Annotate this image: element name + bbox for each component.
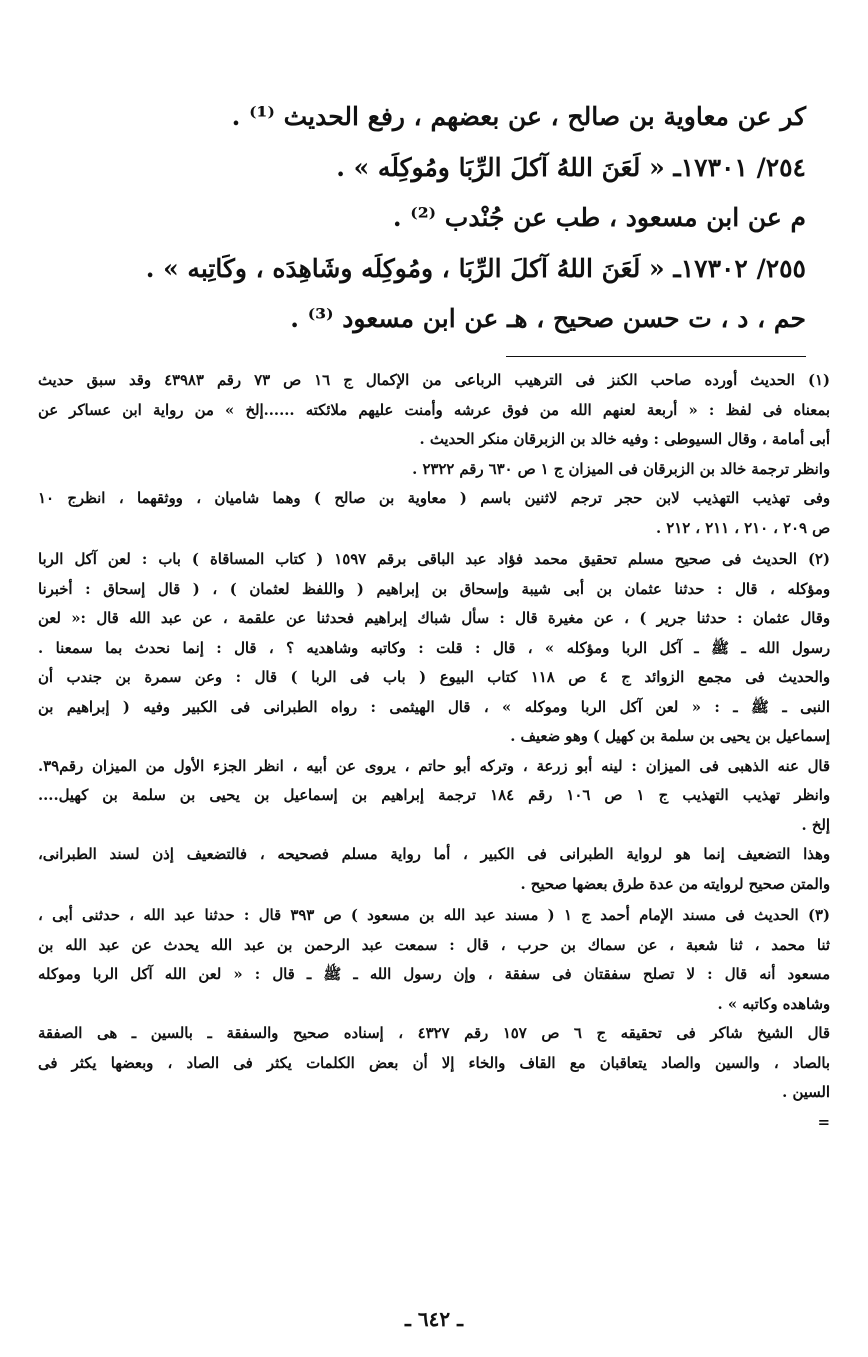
footnote-1-line: وانظر ترجمة خالد بن الزبرقان فى الميزان ج ١ ص ٦٣٠ رقم ٢٣٢٢ . (412, 460, 830, 478)
hadith-254: ٢٥٤/ ١٧٣٠١ـ « لَعَنَ اللهُ آكلَ الرِّبَا ومُوكِلَه » . (336, 152, 806, 182)
footnote-2-line: وانظر تهذيب التهذيب ج ١ ص ١٠٦ رقم ١٨٤ ترجمة إبراهيم بن إسماعيل بن يحيى بن سلمة بن كهيل.... (38, 787, 830, 804)
main-line-5: حم ، د ، ت حسن صحيح ، هـ عن ابن مسعود ⁽³⁾ . (290, 304, 806, 333)
continuation-mark: = (817, 1113, 830, 1131)
footnote-1-line: (١) الحديث أورده صاحب الكنز فى الترهيب الرباعى من الإكمال ج ١٦ ص ٧٣ رقم ٤٣٩٨٣ وقد سبق حديث (38, 372, 830, 389)
footnote-2-line: وهذا التضعيف إنما هو لرواية الطبرانى فى الكبير ، أما رواية مسلم فصحيحه ، فالتضعيف إذن لسند الطبرانى، (38, 846, 830, 863)
footnote-3-line: وشاهده وكاتبه » . (717, 995, 830, 1013)
footnote-2-line: إلخ . (801, 816, 830, 834)
footnote-1-line: أبى أمامة ، وقال السيوطى : وفيه خالد بن الزبرقان منكر الحديث . (419, 431, 830, 448)
footnote-1-line: وفى تهذيب التهذيب لابن حجر ترجم لاثنين باسم ( معاوية بن صالح ) وهما شاميان ، ووثقهما ، انظرج ١٠ (38, 490, 830, 507)
footnote-3-line: بالصاد ، والسين والصاد يتعاقبان مع القاف والخاء إلا أن بعض الكلمات يكثر فى الصاد ، وبعضها يكثر فى (38, 1054, 830, 1072)
footnote-2-line: إسماعيل بن يحيى بن سلمة بن كهيل ) وهو ضعيف . (510, 728, 830, 745)
footnote-2-line: والحديث فى مجمع الزوائد ج ٤ ص ١١٨ كتاب البيوع ( باب فى الربا ) قال : وعن سمرة بن جندب أن (38, 669, 830, 686)
main-line-1: كر عن معاوية بن صالح ، عن بعضهم ، رفع الحديث ⁽¹⁾ . (231, 102, 806, 131)
page-number: ـ ٦٤٢ ـ (405, 1307, 463, 1331)
footnote-3-line: ثنا محمد ، ثنا شعبة ، عن سماك بن حرب ، قال : سمعت عبد الرحمن بن عبد الله يحدث عن عبد الله بن (38, 936, 830, 954)
footnote-3-line: (٣) الحديث فى مسند الإمام أحمد ج ١ ( مسند عبد الله بن مسعود ) ص ٣٩٣ قال : حدثنا عبد الله ، حدثنى أبى ، (38, 907, 830, 924)
main-line-3: م عن ابن مسعود ، طب عن جُنْدب ⁽²⁾ . (392, 203, 806, 232)
hadith-255: ٢٥٥/ ١٧٣٠٢ـ « لَعَنَ اللهُ آكلَ الرِّبَا ، ومُوكِلَه وشَاهِدَه ، وكَاتِبه » . (145, 253, 806, 283)
main-text (60, 92, 806, 345)
footnote-2-line: (٢) الحديث فى صحيح مسلم تحقيق محمد فؤاد عبد الباقى برقم ١٥٩٧ ( كتاب المساقاة ) باب : لعن آكل الربا (38, 551, 830, 568)
footnote-2-line: والمتن صحيح لروايته من عدة طرق بعضها صحيح . (520, 875, 830, 893)
footnote-3-line: السين . (782, 1084, 830, 1101)
footnotes (38, 366, 830, 1137)
footnote-2-line: النبى ـ ﷺ ـ : « لعن آكل الربا وموكله » ، قال الهيثمى : رواه الطبرانى فى الكبير وفيه ( إبراهيم بن (38, 698, 830, 716)
footnote-1-line: بمعناه فى لفظ : « أربعة لعنهم الله من فوق عرشه وأمنت عليهم ملائكته ......إلخ » من رواية ابن عساكر عن (38, 401, 830, 419)
footnote-1-line: ص ٢٠٩ ، ٢١٠ ، ٢١١ ، ٢١٢ . (655, 519, 830, 537)
footnote-divider (506, 356, 806, 357)
footnote-2-line: رسول الله ـ ﷺ ـ آكل الربا ومؤكله » ، قال : قلت : وكاتبه وشاهديه ؟ ، قال : إنما نحدث بما سمعنا . (38, 639, 830, 657)
footnote-2-line: وقال عثمان : حدثنا جرير ) ، عن مغيرة قال : سأل شباك إبراهيم فحدثنا عن علقمة ، عن عبد الله قال :« لعن (38, 610, 830, 627)
footnote-2-line: ومؤكله ، قال : حدثنا عثمان بن أبى شيبة وإسحاق بن إبراهيم ( واللفظ لعثمان ) ، ( قال إسحاق : أخبرنا (38, 580, 830, 598)
footnote-3-line: قال الشيخ شاكر فى تحقيقه ج ٦ ص ١٥٧ رقم ٤٣٢٧ ، إسناده صحيح والسفقة ـ بالسين ـ هى الصفقة (38, 1025, 830, 1042)
footnote-2-line: قال عنه الذهبى فى الميزان : لينه أبو زرعة ، وتركه أبو حاتم ، يروى عن أبيه ، انظر الجزء الأول من الميزان رقم٣٩. (38, 757, 830, 775)
footnote-3-line: مسعود أنه قال : لا تصلح سفقتان فى سفقة ، وإن رسول الله ـ ﷺ ـ قال : « لعن الله آكل الربا وموكله (38, 966, 830, 983)
